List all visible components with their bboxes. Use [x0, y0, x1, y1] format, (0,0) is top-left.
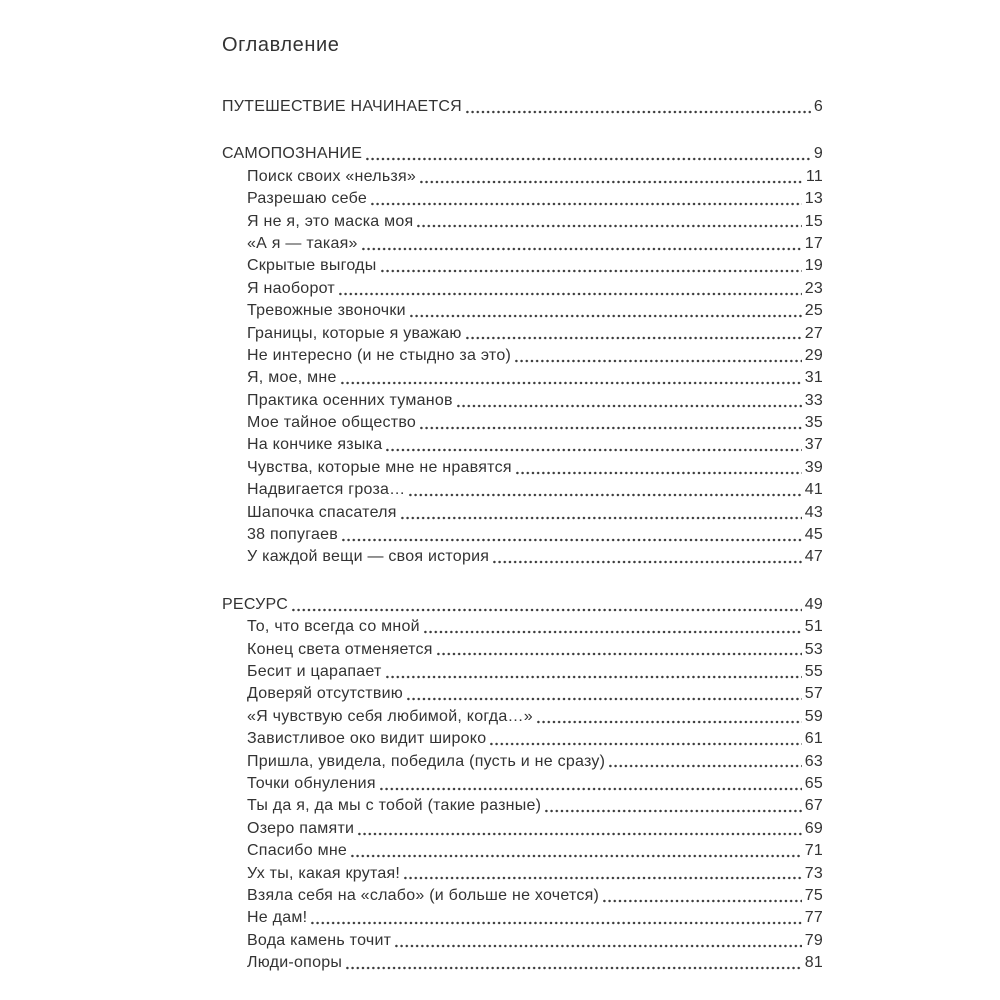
dot-leader: [537, 720, 802, 724]
dot-leader: [401, 516, 802, 520]
toc-entry-page: 79: [804, 931, 823, 949]
dot-leader: [346, 966, 802, 970]
toc-entry-title: Ты да я, да мы с тобой (такие разные): [247, 797, 542, 815]
dot-leader: [341, 381, 802, 385]
toc-entry-title: Шапочка спасателя: [247, 503, 397, 521]
toc-entry: [222, 773, 823, 795]
toc-entry: [222, 211, 823, 233]
toc-entry: [222, 143, 823, 165]
dot-leader: [515, 359, 802, 363]
dot-leader: [358, 832, 801, 836]
dot-leader: [420, 426, 802, 430]
toc-entry-title: «Я чувствую себя любимой, когда…»: [247, 707, 533, 725]
toc-entry-page: 81: [804, 954, 823, 972]
toc-entry-title: Вода камень точит: [247, 931, 392, 949]
toc-entry-page: 65: [804, 774, 823, 792]
toc-entry-title: Скрытые выгоды: [247, 257, 377, 275]
dot-leader: [339, 292, 802, 296]
dot-leader: [424, 630, 802, 634]
dot-leader: [395, 944, 801, 948]
toc-entry-page: 31: [804, 369, 823, 387]
toc-entry-page: 25: [804, 302, 823, 320]
toc-entry: [222, 661, 823, 683]
toc-entry: [222, 840, 823, 862]
toc-entry-page: 27: [804, 324, 823, 342]
dot-leader: [490, 742, 801, 746]
toc-entry-title: Точки обнуления: [247, 774, 376, 792]
toc-entry-title: Я наоборот: [247, 279, 335, 297]
toc-entry-title: ПУТЕШЕСТВИЕ НАЧИНАЕТСЯ: [222, 98, 462, 115]
toc-entry-title: Надвигается гроза…: [247, 481, 406, 499]
toc-entry-title: Взяла себя на «слабо» (и больше не хочется): [247, 886, 600, 904]
toc-entry-page: 39: [804, 458, 823, 476]
toc-entry-page: 23: [804, 279, 823, 297]
toc-entry-title: Завистливое око видит широко: [247, 730, 487, 748]
toc-entry: [222, 166, 823, 188]
toc-entry: [222, 930, 823, 952]
toc-entry: [222, 412, 823, 434]
dot-leader: [381, 269, 802, 273]
toc-entry-title: Мое тайное общество: [247, 414, 417, 432]
toc-entry: [222, 255, 823, 277]
toc-entry: [222, 188, 823, 210]
dot-leader: [410, 314, 802, 318]
toc-entry-title: Доверяй отсутствию: [247, 685, 404, 703]
toc-entry-title: Не интересно (и не стыдно за это): [247, 346, 512, 364]
toc-entry: [222, 300, 823, 322]
toc-entry: [222, 863, 823, 885]
toc-entry-title: Конец света отменяется: [247, 640, 433, 658]
toc-entry: [222, 96, 823, 118]
dot-leader: [420, 180, 803, 184]
toc-entry: [222, 278, 823, 300]
toc-entry-title: То, что всегда со мной: [247, 618, 420, 636]
toc-entry: [222, 457, 823, 479]
toc-entry-page: 55: [804, 662, 823, 680]
toc-entry: [222, 728, 823, 750]
dot-leader: [362, 247, 802, 251]
toc-entry-page: 37: [804, 436, 823, 454]
toc-entry-title: Чувства, которые мне не нравятся: [247, 458, 512, 476]
toc-entry-title: У каждой вещи — своя история: [247, 548, 490, 566]
toc-entry-page: 29: [804, 346, 823, 364]
toc-entry: [222, 390, 823, 412]
dot-leader: [380, 787, 802, 791]
toc-entry-page: 43: [804, 503, 823, 521]
toc-entry-title: Я, мое, мне: [247, 369, 337, 387]
dot-leader: [409, 493, 801, 497]
toc-entry-page: 11: [805, 167, 823, 185]
toc-entry-title: Озеро памяти: [247, 819, 355, 837]
toc-entry-title: Границы, которые я уважаю: [247, 324, 462, 342]
dot-leader: [417, 224, 801, 228]
toc-entry-title: Люди-опоры: [247, 954, 343, 972]
toc-entry-page: 77: [804, 909, 823, 927]
toc-entry: [222, 233, 823, 255]
toc-entry-page: 59: [804, 707, 823, 725]
toc-entry: [222, 616, 823, 638]
dot-leader: [457, 404, 802, 408]
dot-leader: [516, 471, 802, 475]
toc-entry: [222, 524, 823, 546]
dot-leader: [493, 560, 802, 564]
toc-entry: [222, 683, 823, 705]
toc-entry-title: Пришла, увидела, победила (пусть и не сразу): [247, 752, 606, 770]
dot-leader: [371, 202, 802, 206]
toc-entry: [222, 367, 823, 389]
toc-entry-page: 6: [813, 98, 823, 115]
toc-entry-page: 9: [813, 145, 823, 163]
toc-entry-page: 73: [804, 864, 823, 882]
toc-entry-title: РЕСУРС: [222, 595, 289, 613]
toc-entry-page: 15: [804, 212, 823, 230]
toc-entry-page: 61: [804, 730, 823, 748]
dot-leader: [351, 854, 802, 858]
toc-entry-page: 33: [804, 391, 823, 409]
toc-entry: [222, 594, 823, 616]
toc-entry: [222, 434, 823, 456]
toc-entry: [222, 323, 823, 345]
toc-entry: [222, 795, 823, 817]
toc-entry-title: Не дам!: [247, 909, 308, 927]
toc-entry: [222, 751, 823, 773]
toc-entry-page: 75: [804, 886, 823, 904]
dot-leader: [342, 538, 802, 542]
page-title: Оглавление: [222, 34, 340, 56]
toc-entry-title: Я не я, это маска моя: [247, 212, 414, 230]
toc-entry: [222, 502, 823, 524]
dot-leader: [366, 157, 811, 161]
toc-entry-title: 38 попугаев: [247, 526, 338, 544]
dot-leader: [407, 697, 802, 701]
toc-entry-title: На кончике языка: [247, 436, 383, 454]
toc-entry-page: 19: [804, 257, 823, 275]
dot-leader: [386, 448, 801, 452]
toc-entry-page: 49: [804, 595, 823, 613]
toc-entry-page: 51: [804, 618, 823, 636]
dot-leader: [466, 336, 802, 340]
dot-leader: [404, 876, 802, 880]
toc-entry-page: 63: [804, 752, 823, 770]
toc-entry-page: 71: [804, 842, 823, 860]
toc-entry: [222, 639, 823, 661]
toc-entry-title: Спасибо мне: [247, 842, 348, 860]
toc-entry-page: 53: [804, 640, 823, 658]
toc-entry-page: 35: [804, 414, 823, 432]
toc-entry-page: 69: [804, 819, 823, 837]
dot-leader: [311, 921, 801, 925]
toc-entry-title: «А я — такая»: [247, 234, 358, 252]
table-of-contents: [222, 96, 823, 974]
dot-leader: [437, 652, 802, 656]
toc-entry: [222, 546, 823, 568]
toc-entry-page: 67: [804, 797, 823, 815]
toc-entry-title: Практика осенних туманов: [247, 391, 453, 409]
toc-entry: [222, 952, 823, 974]
toc-entry-page: 41: [804, 481, 823, 499]
toc-entry-page: 13: [804, 190, 823, 208]
toc-entry-title: Тревожные звоночки: [247, 302, 406, 320]
toc-entry-title: Поиск своих «нельзя»: [247, 167, 417, 185]
dot-leader: [386, 675, 802, 679]
toc-entry-title: САМОПОЗНАНИЕ: [222, 145, 363, 163]
dot-leader: [466, 110, 811, 114]
dot-leader: [545, 809, 801, 813]
toc-entry-title: Разрешаю себе: [247, 190, 368, 208]
toc-entry: [222, 885, 823, 907]
toc-entry-page: 17: [804, 234, 823, 252]
toc-entry-title: Ух ты, какая крутая!: [247, 864, 401, 882]
toc-entry: [222, 706, 823, 728]
toc-entry: [222, 818, 823, 840]
toc-entry-page: 57: [804, 685, 823, 703]
dot-leader: [609, 764, 802, 768]
toc-entry-page: 45: [804, 526, 823, 544]
toc-entry-title: Бесит и царапает: [247, 662, 382, 680]
toc-entry-page: 47: [804, 548, 823, 566]
dot-leader: [292, 608, 802, 612]
toc-entry: [222, 907, 823, 929]
toc-entry: [222, 345, 823, 367]
dot-leader: [603, 899, 802, 903]
toc-entry: [222, 479, 823, 501]
